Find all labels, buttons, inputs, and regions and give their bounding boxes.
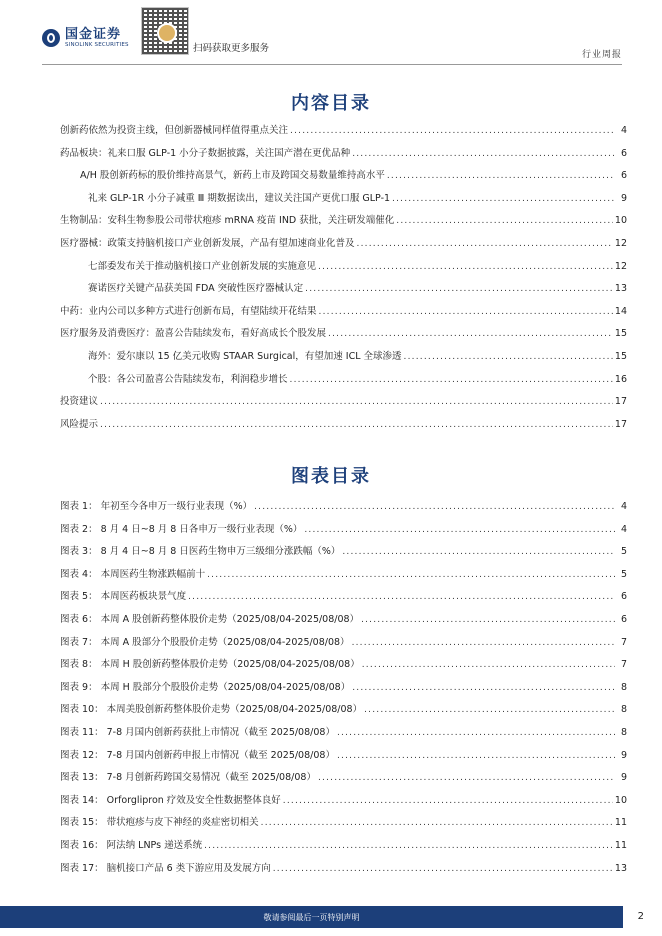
dot-leader <box>342 545 615 559</box>
figure-entry-title: 图表 6： 本周 A 股创新药整体股价走势（2025/08/04-2025/08/08） <box>60 614 360 625</box>
figure-entry-page: 11 <box>614 817 627 829</box>
figure-entry-page: 7 <box>620 659 627 671</box>
figure-entry-page: 6 <box>620 591 627 603</box>
figure-entry-title: 图表 13： 7-8 月创新药跨国交易情况（截至 2025/08/08） <box>60 772 316 784</box>
dot-leader <box>362 658 615 672</box>
figure-entry-page: 9 <box>620 772 627 784</box>
figure-entry[interactable] <box>60 613 627 627</box>
figure-entry[interactable] <box>60 545 627 559</box>
figure-entry[interactable] <box>60 500 627 514</box>
dot-leader <box>404 350 613 364</box>
toc-entry[interactable] <box>60 395 627 409</box>
dot-leader <box>290 373 613 387</box>
dot-leader <box>273 862 613 876</box>
toc-entry-page: 9 <box>620 192 627 204</box>
toc-entry[interactable] <box>60 169 627 183</box>
figure-entry[interactable] <box>60 749 627 763</box>
toc-entry-title: 药品板块：礼来口服 GLP-1 小分子数据披露，关注国产潜在更优品种 <box>60 147 351 159</box>
company-logo <box>42 28 129 49</box>
figure-entry-page: 6 <box>620 614 627 625</box>
figure-entry[interactable] <box>60 636 627 650</box>
figure-entry-title: 图表 3： 8 月 4 日~8 月 8 日医药生物申万三级细分涨跌幅（%） <box>60 546 341 558</box>
figure-entry[interactable] <box>60 816 627 830</box>
dot-leader <box>337 749 615 763</box>
dot-leader <box>352 636 615 650</box>
toc-entry[interactable] <box>60 418 627 432</box>
toc-entry-title: A/H 股创新药标的股价维持高景气，新药上市及跨国交易数量维持高水平 <box>80 170 385 182</box>
toc-entry-title: 风险提示 <box>60 418 99 430</box>
dot-leader <box>337 726 615 740</box>
header-divider <box>42 64 622 65</box>
toc-entry-title: 海外：爱尔康以 15 亿美元收购 STAAR Surgical，有望加速 ICL 全球渗透 <box>88 351 402 362</box>
toc-entry-page: 12 <box>614 238 627 249</box>
toc-entry-page: 6 <box>620 147 627 159</box>
dot-leader <box>188 590 615 604</box>
figure-entry-page: 5 <box>620 546 627 558</box>
toc-entry[interactable] <box>60 147 627 161</box>
figure-entry[interactable] <box>60 771 627 785</box>
toc-entry-page: 17 <box>614 396 627 408</box>
figure-entry-title: 图表 9： 本周 H 股部分个股股价走势（2025/08/04-2025/08/08） <box>60 681 351 693</box>
toc-entry-title: 礼来 GLP-1R 小分子减重 Ⅲ 期数据读出，建议关注国产更优口服 GLP-1 <box>88 192 391 204</box>
toc-entry-page: 15 <box>614 351 627 362</box>
toc-entry-page: 15 <box>614 328 627 340</box>
figure-entry-title: 图表 4： 本周医药生物涨跌幅前十 <box>60 568 206 580</box>
figure-entry[interactable] <box>60 681 627 695</box>
toc-entry-page: 14 <box>614 305 627 317</box>
toc-entry[interactable] <box>60 192 627 206</box>
figure-entry-page: 7 <box>620 636 627 648</box>
figure-entry-page: 13 <box>614 862 627 874</box>
dot-leader <box>318 771 615 785</box>
figure-entry-title: 图表 15： 带状疱疹与皮下神经的炎症密切相关 <box>60 817 259 829</box>
dot-leader <box>100 395 613 409</box>
figure-entry-title: 图表 17： 脑机接口产品 6 类下游应用及发展方向 <box>60 862 271 874</box>
figure-entry[interactable] <box>60 839 627 853</box>
dot-leader <box>392 192 615 206</box>
toc-entry[interactable] <box>60 327 627 341</box>
figures-title: 图表目录 <box>291 466 371 487</box>
toc-entry[interactable] <box>60 373 627 387</box>
toc-entry[interactable] <box>60 214 627 228</box>
toc-entry-title: 生物制品：安科生物参股公司带状疱疹 mRNA 疫苗 IND 获批，关注研发端催化 <box>60 215 395 227</box>
toc-entry[interactable] <box>60 260 627 274</box>
dot-leader <box>254 500 615 514</box>
figure-entry-title: 图表 11： 7-8 月国内创新药获批上市情况（截至 2025/08/08） <box>60 727 335 738</box>
figure-entry-page: 10 <box>614 794 627 806</box>
dot-leader <box>352 147 615 161</box>
dot-leader <box>328 327 613 341</box>
dot-leader <box>319 305 613 319</box>
toc-entry-title: 医疗器械：政策支持脑机接口产业创新发展，产品有望加速商业化普及 <box>60 238 355 249</box>
qr-code-icon[interactable] <box>141 7 189 55</box>
page-number: 2 <box>637 911 644 922</box>
figure-entry-title: 图表 2： 8 月 4 日~8 月 8 日各申万一级行业表现（%） <box>60 523 303 535</box>
figure-entry[interactable] <box>60 658 627 672</box>
dot-leader <box>361 613 615 627</box>
dot-leader <box>100 418 613 432</box>
report-type-label: 行业周报 <box>581 50 622 60</box>
figure-entry[interactable] <box>60 703 627 717</box>
figure-entry-title: 图表 16： 阿法纳 LNPs 递送系统 <box>60 840 203 851</box>
toc-entry-title: 七部委发布关于推动脑机接口产业创新发展的实施意见 <box>88 260 317 272</box>
figure-entry-title: 图表 8： 本周 H 股创新药整体股价走势（2025/08/04-2025/08/08） <box>60 659 360 671</box>
figure-entry-title: 图表 12： 7-8 月国内创新药申报上市情况（截至 2025/08/08） <box>60 749 335 761</box>
dot-leader <box>261 816 613 830</box>
toc-entry-title: 赛诺医疗关键产品获美国 FDA 突破性医疗器械认定 <box>88 283 304 295</box>
dot-leader <box>396 214 613 228</box>
figure-entry-page: 8 <box>620 727 627 738</box>
figure-entry-page: 11 <box>614 840 627 851</box>
logo-chinese-name: 国金证券 <box>65 27 122 42</box>
dot-leader <box>304 523 615 537</box>
toc-entry-title: 个股：各公司盈喜公告陆续发布，利润稳步增长 <box>88 373 288 385</box>
figure-entry-page: 8 <box>620 704 627 716</box>
figure-entry[interactable] <box>60 590 627 604</box>
figure-entry-page: 8 <box>620 681 627 693</box>
toc-entry-title: 中药：业内公司以多种方式进行创新布局，有望陆续开花结果 <box>60 305 317 317</box>
figure-entry-title: 图表 7： 本周 A 股部分个股股价走势（2025/08/04-2025/08/08） <box>60 636 350 648</box>
figure-entry-title: 图表 5： 本周医药板块景气度 <box>60 591 187 603</box>
figure-entry-title: 图表 10： 本周美股创新药整体股价走势（2025/08/04-2025/08/08） <box>60 704 363 716</box>
toc-entry-title: 医疗服务及消费医疗：盈喜公告陆续发布，看好高成长个股发展 <box>60 328 327 340</box>
toc-entry[interactable] <box>60 282 627 296</box>
dot-leader <box>283 794 613 808</box>
scan-for-services-text: 扫码获取更多服务 <box>193 43 270 54</box>
dot-leader <box>352 681 615 695</box>
figure-entry[interactable] <box>60 523 627 537</box>
toc-entry-page: 13 <box>614 283 627 295</box>
figure-entry[interactable] <box>60 726 627 740</box>
dot-leader <box>364 703 615 717</box>
toc-entry-page: 17 <box>614 418 627 430</box>
logo-mark-icon <box>42 29 60 47</box>
toc-entry-page: 12 <box>614 260 627 272</box>
toc-entry-page: 6 <box>620 170 627 182</box>
toc-entry[interactable] <box>60 305 627 319</box>
figure-entry-page: 4 <box>620 501 627 512</box>
toc-entry-page: 10 <box>614 215 627 227</box>
toc-entry[interactable] <box>60 350 627 364</box>
toc-entry-page: 4 <box>620 125 627 136</box>
dot-leader <box>204 839 613 853</box>
figure-entry-title: 图表 14： Orforglipron 疗效及安全性数据整体良好 <box>60 794 281 806</box>
toc-entry-title: 投资建议 <box>60 396 99 408</box>
toc-entry-page: 16 <box>614 373 627 385</box>
footer-disclaimer: 敬请参阅最后一页特别声明 <box>263 913 360 922</box>
figure-entry[interactable] <box>60 862 627 876</box>
toc-entry[interactable] <box>60 237 627 251</box>
figure-entry-page: 9 <box>620 749 627 761</box>
figure-entry-page: 5 <box>620 568 627 580</box>
figure-entry-title: 图表 1： 年初至今各申万一级行业表现（%） <box>60 501 253 512</box>
dot-leader <box>357 237 613 251</box>
toc-entry[interactable] <box>60 124 627 138</box>
page-header <box>0 0 662 66</box>
figure-entry[interactable] <box>60 568 627 582</box>
dot-leader <box>387 169 615 183</box>
dot-leader <box>207 568 615 582</box>
figure-entry-page: 4 <box>620 523 627 535</box>
toc-title: 内容目录 <box>291 93 371 114</box>
figure-entry[interactable] <box>60 794 627 808</box>
dot-leader <box>318 260 613 274</box>
toc-entry-title: 创新药依然为投资主线，但创新器械同样值得重点关注 <box>60 125 289 136</box>
logo-english-name: SINOLINK SECURITIES <box>65 42 129 48</box>
dot-leader <box>305 282 613 296</box>
dot-leader <box>290 124 615 138</box>
